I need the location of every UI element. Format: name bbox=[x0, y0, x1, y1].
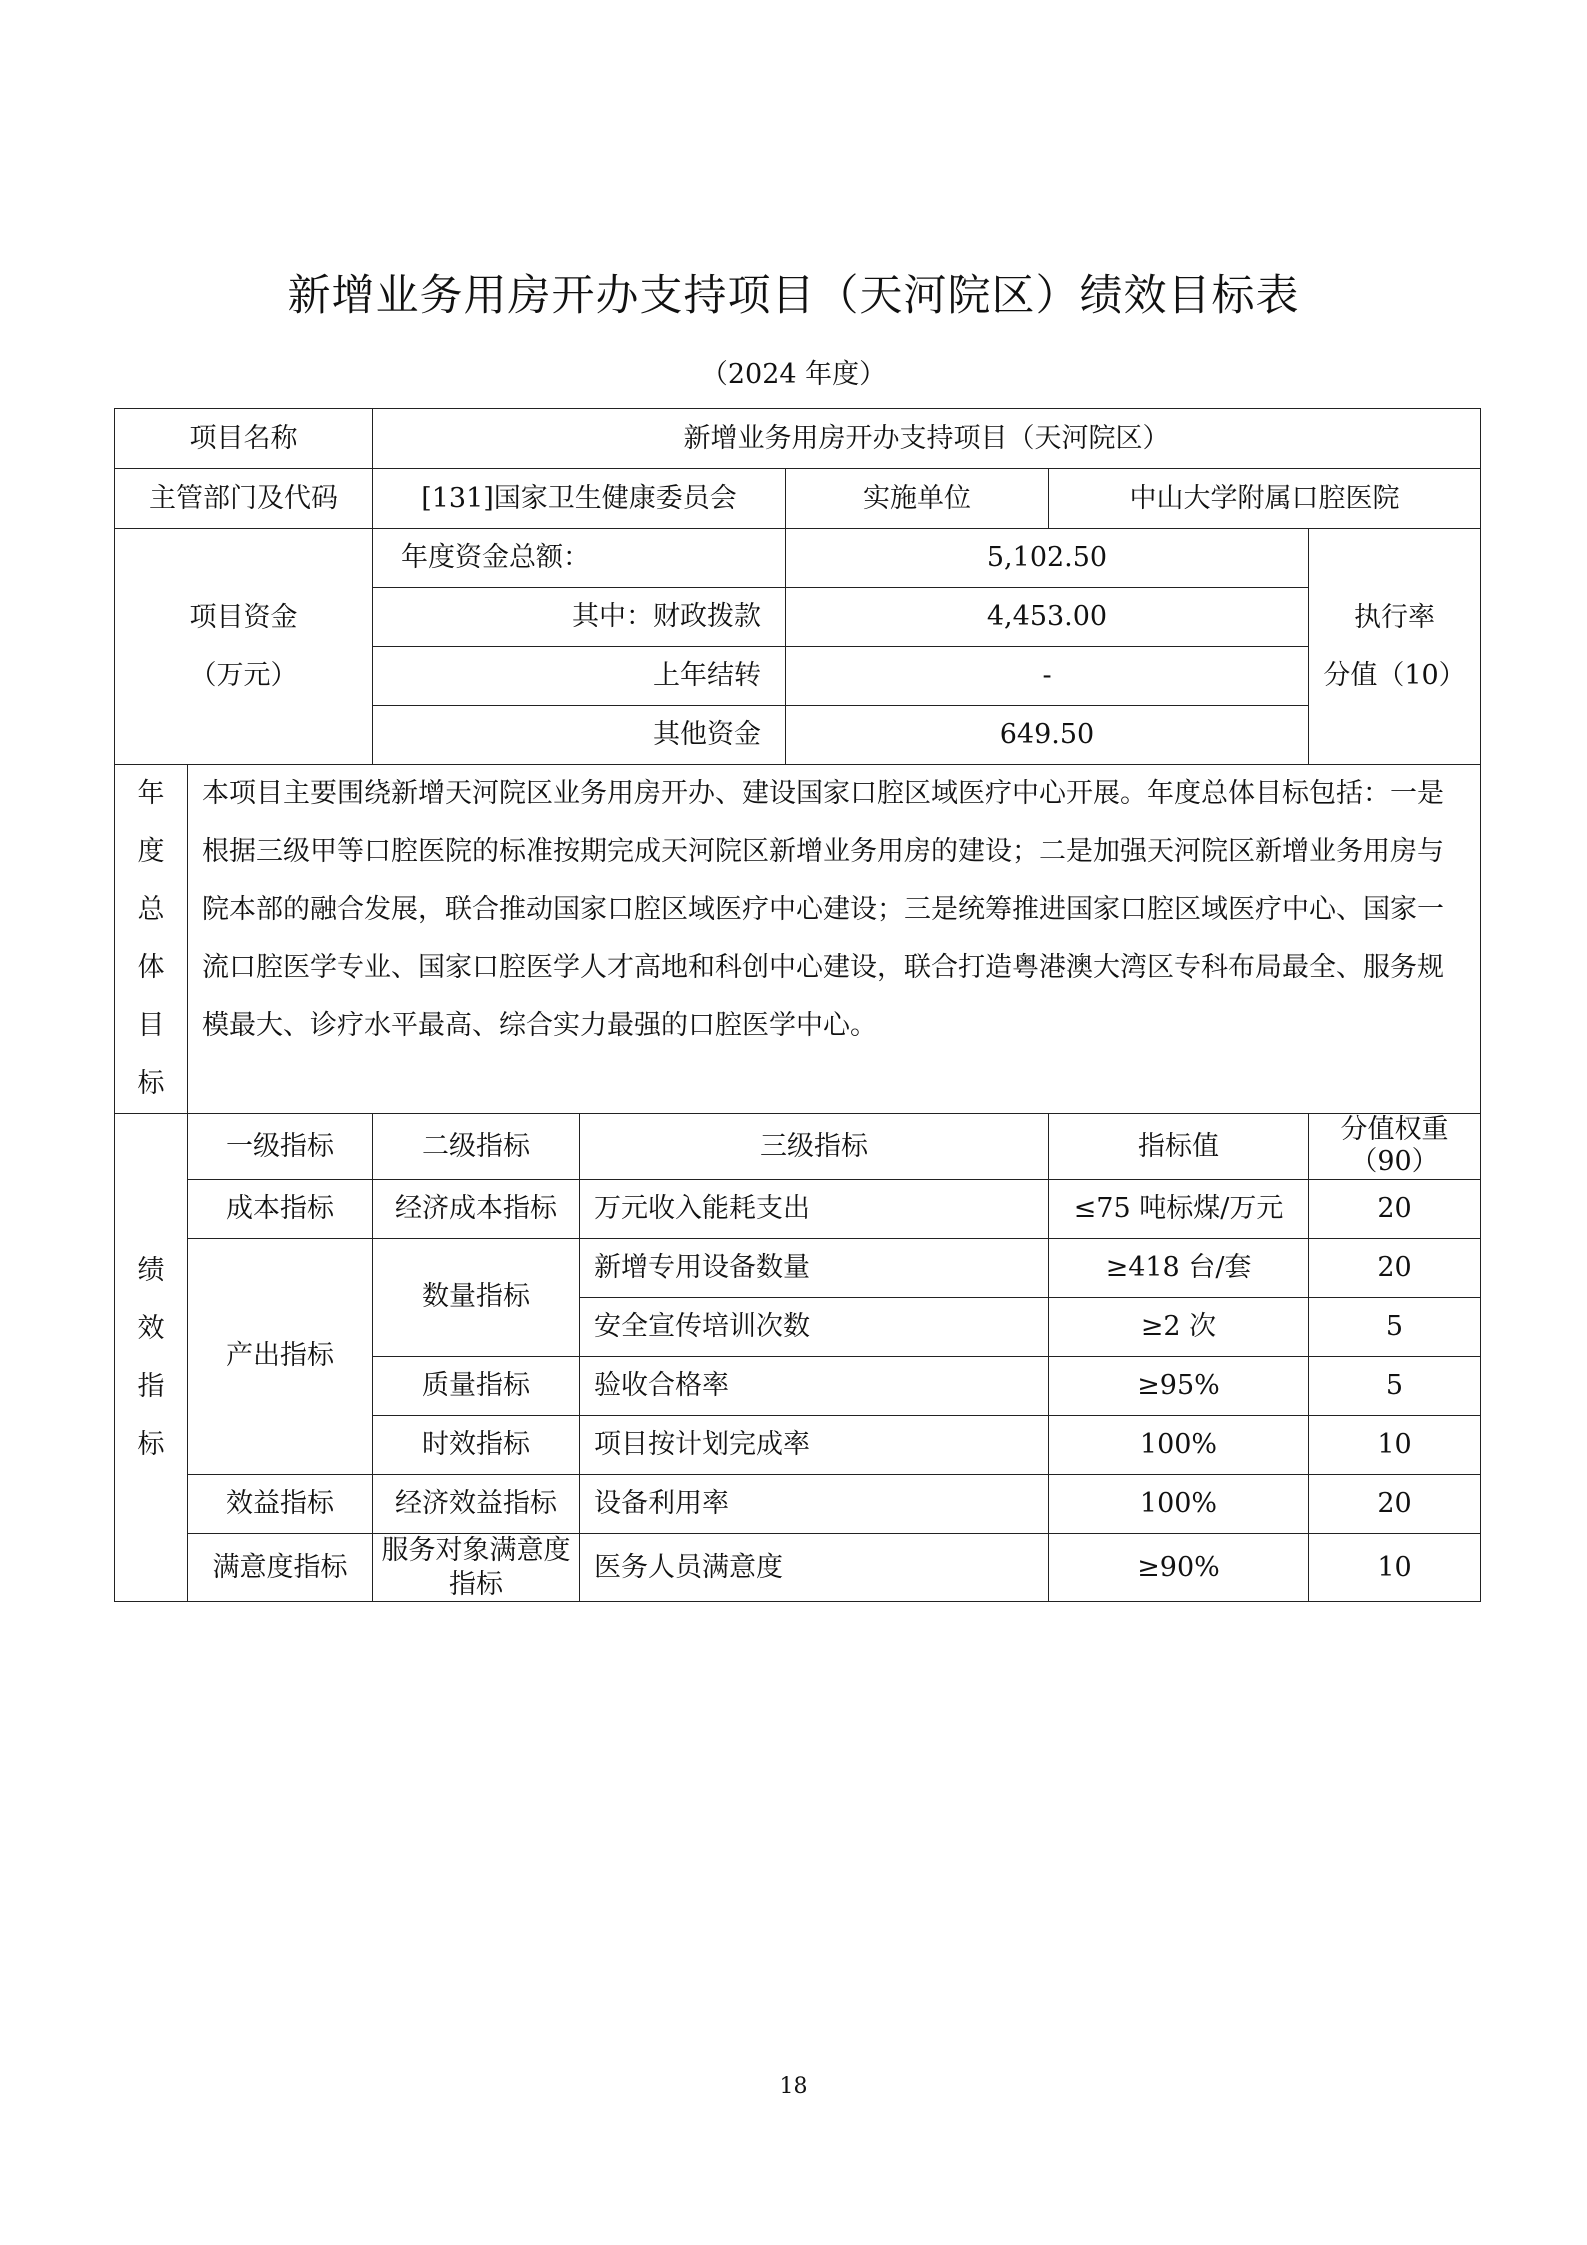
indicator-level2: 经济成本指标 bbox=[373, 1179, 580, 1238]
execution-rate-line2: 分值（10） bbox=[1323, 659, 1466, 691]
performance-indicators-label: 绩 效 指 标 bbox=[115, 1114, 188, 1602]
department-row bbox=[115, 469, 1481, 529]
indicator-value: ≥95% bbox=[1049, 1356, 1309, 1415]
performance-target-table bbox=[114, 408, 1481, 1602]
indicator-weight: 20 bbox=[1309, 1179, 1481, 1238]
indicator-level2: 经济效益指标 bbox=[373, 1474, 580, 1533]
indicator-value: 100% bbox=[1049, 1474, 1309, 1533]
annual-goal-row bbox=[115, 765, 1481, 1114]
department-label: 主管部门及代码 bbox=[115, 469, 373, 529]
funds-label-line1: 项目资金 bbox=[189, 601, 298, 633]
indicator-row bbox=[115, 1238, 1481, 1297]
indicator-weight: 5 bbox=[1309, 1356, 1481, 1415]
execution-rate-score bbox=[1309, 529, 1481, 765]
indicator-level3: 安全宣传培训次数 bbox=[580, 1297, 1049, 1356]
project-name-label: 项目名称 bbox=[115, 409, 373, 469]
indicator-level1: 产出指标 bbox=[188, 1238, 373, 1474]
indicator-row bbox=[115, 1179, 1481, 1238]
indicator-level3: 验收合格率 bbox=[580, 1356, 1049, 1415]
funds-row-total bbox=[115, 529, 1481, 588]
annual-goal-text: 本项目主要围绕新增天河院区业务用房开办、建设国家口腔区域医疗中心开展。年度总体目标包括：一是根据三级甲等口腔医院的标准按期完成天河院区新增业务用房的建设；二是加强天河院区新增业务用房与院本部的融合发展，联合推动国家口腔区域医疗中心建设；三是统筹推进国家口腔区域医疗中心、国家一流口腔医学专业、国家口腔医学人才高地和科创中心建设，联合打造粤港澳大湾区专科布局最全、服务规模最大、诊疗水平最高、综合实力最强的口腔医学中心。 bbox=[188, 765, 1481, 1114]
indicator-weight: 10 bbox=[1309, 1533, 1481, 1602]
indicator-level3: 医务人员满意度 bbox=[580, 1533, 1049, 1602]
indicator-value: ≥90% bbox=[1049, 1533, 1309, 1602]
department-value: [131]国家卫生健康委员会 bbox=[373, 469, 786, 529]
header-level3: 三级指标 bbox=[580, 1114, 1049, 1180]
indicator-level2: 数量指标 bbox=[373, 1238, 580, 1356]
header-level1: 一级指标 bbox=[188, 1114, 373, 1180]
implementing-unit-label: 实施单位 bbox=[786, 469, 1049, 529]
indicator-level2: 质量指标 bbox=[373, 1356, 580, 1415]
header-value: 指标值 bbox=[1049, 1114, 1309, 1180]
funds-total-value: 5,102.50 bbox=[786, 529, 1309, 588]
header-level2: 二级指标 bbox=[373, 1114, 580, 1180]
annual-goal-label: 年 度 总 体 目 标 bbox=[115, 765, 188, 1114]
page-number: 18 bbox=[779, 2074, 808, 2099]
implementing-unit-value: 中山大学附属口腔医院 bbox=[1049, 469, 1481, 529]
header-weight: 分值权重 （90） bbox=[1309, 1114, 1481, 1180]
funds-carryover-label: 上年结转 bbox=[373, 647, 786, 706]
project-name-value: 新增业务用房开办支持项目（天河院区） bbox=[373, 409, 1481, 469]
indicator-level1: 成本指标 bbox=[188, 1179, 373, 1238]
indicator-weight: 10 bbox=[1309, 1415, 1481, 1474]
document-subtitle: （2024 年度） bbox=[700, 359, 887, 390]
document-title: 新增业务用房开办支持项目（天河院区）绩效目标表 bbox=[287, 271, 1300, 321]
indicator-weight: 20 bbox=[1309, 1238, 1481, 1297]
indicator-value: 100% bbox=[1049, 1415, 1309, 1474]
funds-fiscal-value: 4,453.00 bbox=[786, 588, 1309, 647]
execution-rate-line1: 执行率 bbox=[1354, 601, 1436, 633]
indicator-weight: 5 bbox=[1309, 1297, 1481, 1356]
indicator-level3: 新增专用设备数量 bbox=[580, 1238, 1049, 1297]
funds-total-label: 年度资金总额： bbox=[373, 529, 786, 588]
indicators-header-row bbox=[115, 1114, 1481, 1180]
indicator-level3: 设备利用率 bbox=[580, 1474, 1049, 1533]
indicator-value: ≥418 台/套 bbox=[1049, 1238, 1309, 1297]
indicator-value: ≥2 次 bbox=[1049, 1297, 1309, 1356]
funds-other-label: 其他资金 bbox=[373, 706, 786, 765]
indicator-level2: 时效指标 bbox=[373, 1415, 580, 1474]
funds-fiscal-label: 其中：财政拨款 bbox=[373, 588, 786, 647]
indicator-weight: 20 bbox=[1309, 1474, 1481, 1533]
project-name-row bbox=[115, 409, 1481, 469]
indicator-level3: 项目按计划完成率 bbox=[580, 1415, 1049, 1474]
indicator-value: ≤75 吨标煤/万元 bbox=[1049, 1179, 1309, 1238]
funds-carryover-value: - bbox=[786, 647, 1309, 706]
indicator-level3: 万元收入能耗支出 bbox=[580, 1179, 1049, 1238]
indicator-row bbox=[115, 1533, 1481, 1602]
indicator-level1: 效益指标 bbox=[188, 1474, 373, 1533]
indicator-row bbox=[115, 1474, 1481, 1533]
indicator-level2: 服务对象满意度指标 bbox=[373, 1533, 580, 1602]
funds-other-value: 649.50 bbox=[786, 706, 1309, 765]
funds-label bbox=[115, 529, 373, 765]
indicator-level1: 满意度指标 bbox=[188, 1533, 373, 1602]
funds-label-line2: （万元） bbox=[189, 659, 298, 691]
